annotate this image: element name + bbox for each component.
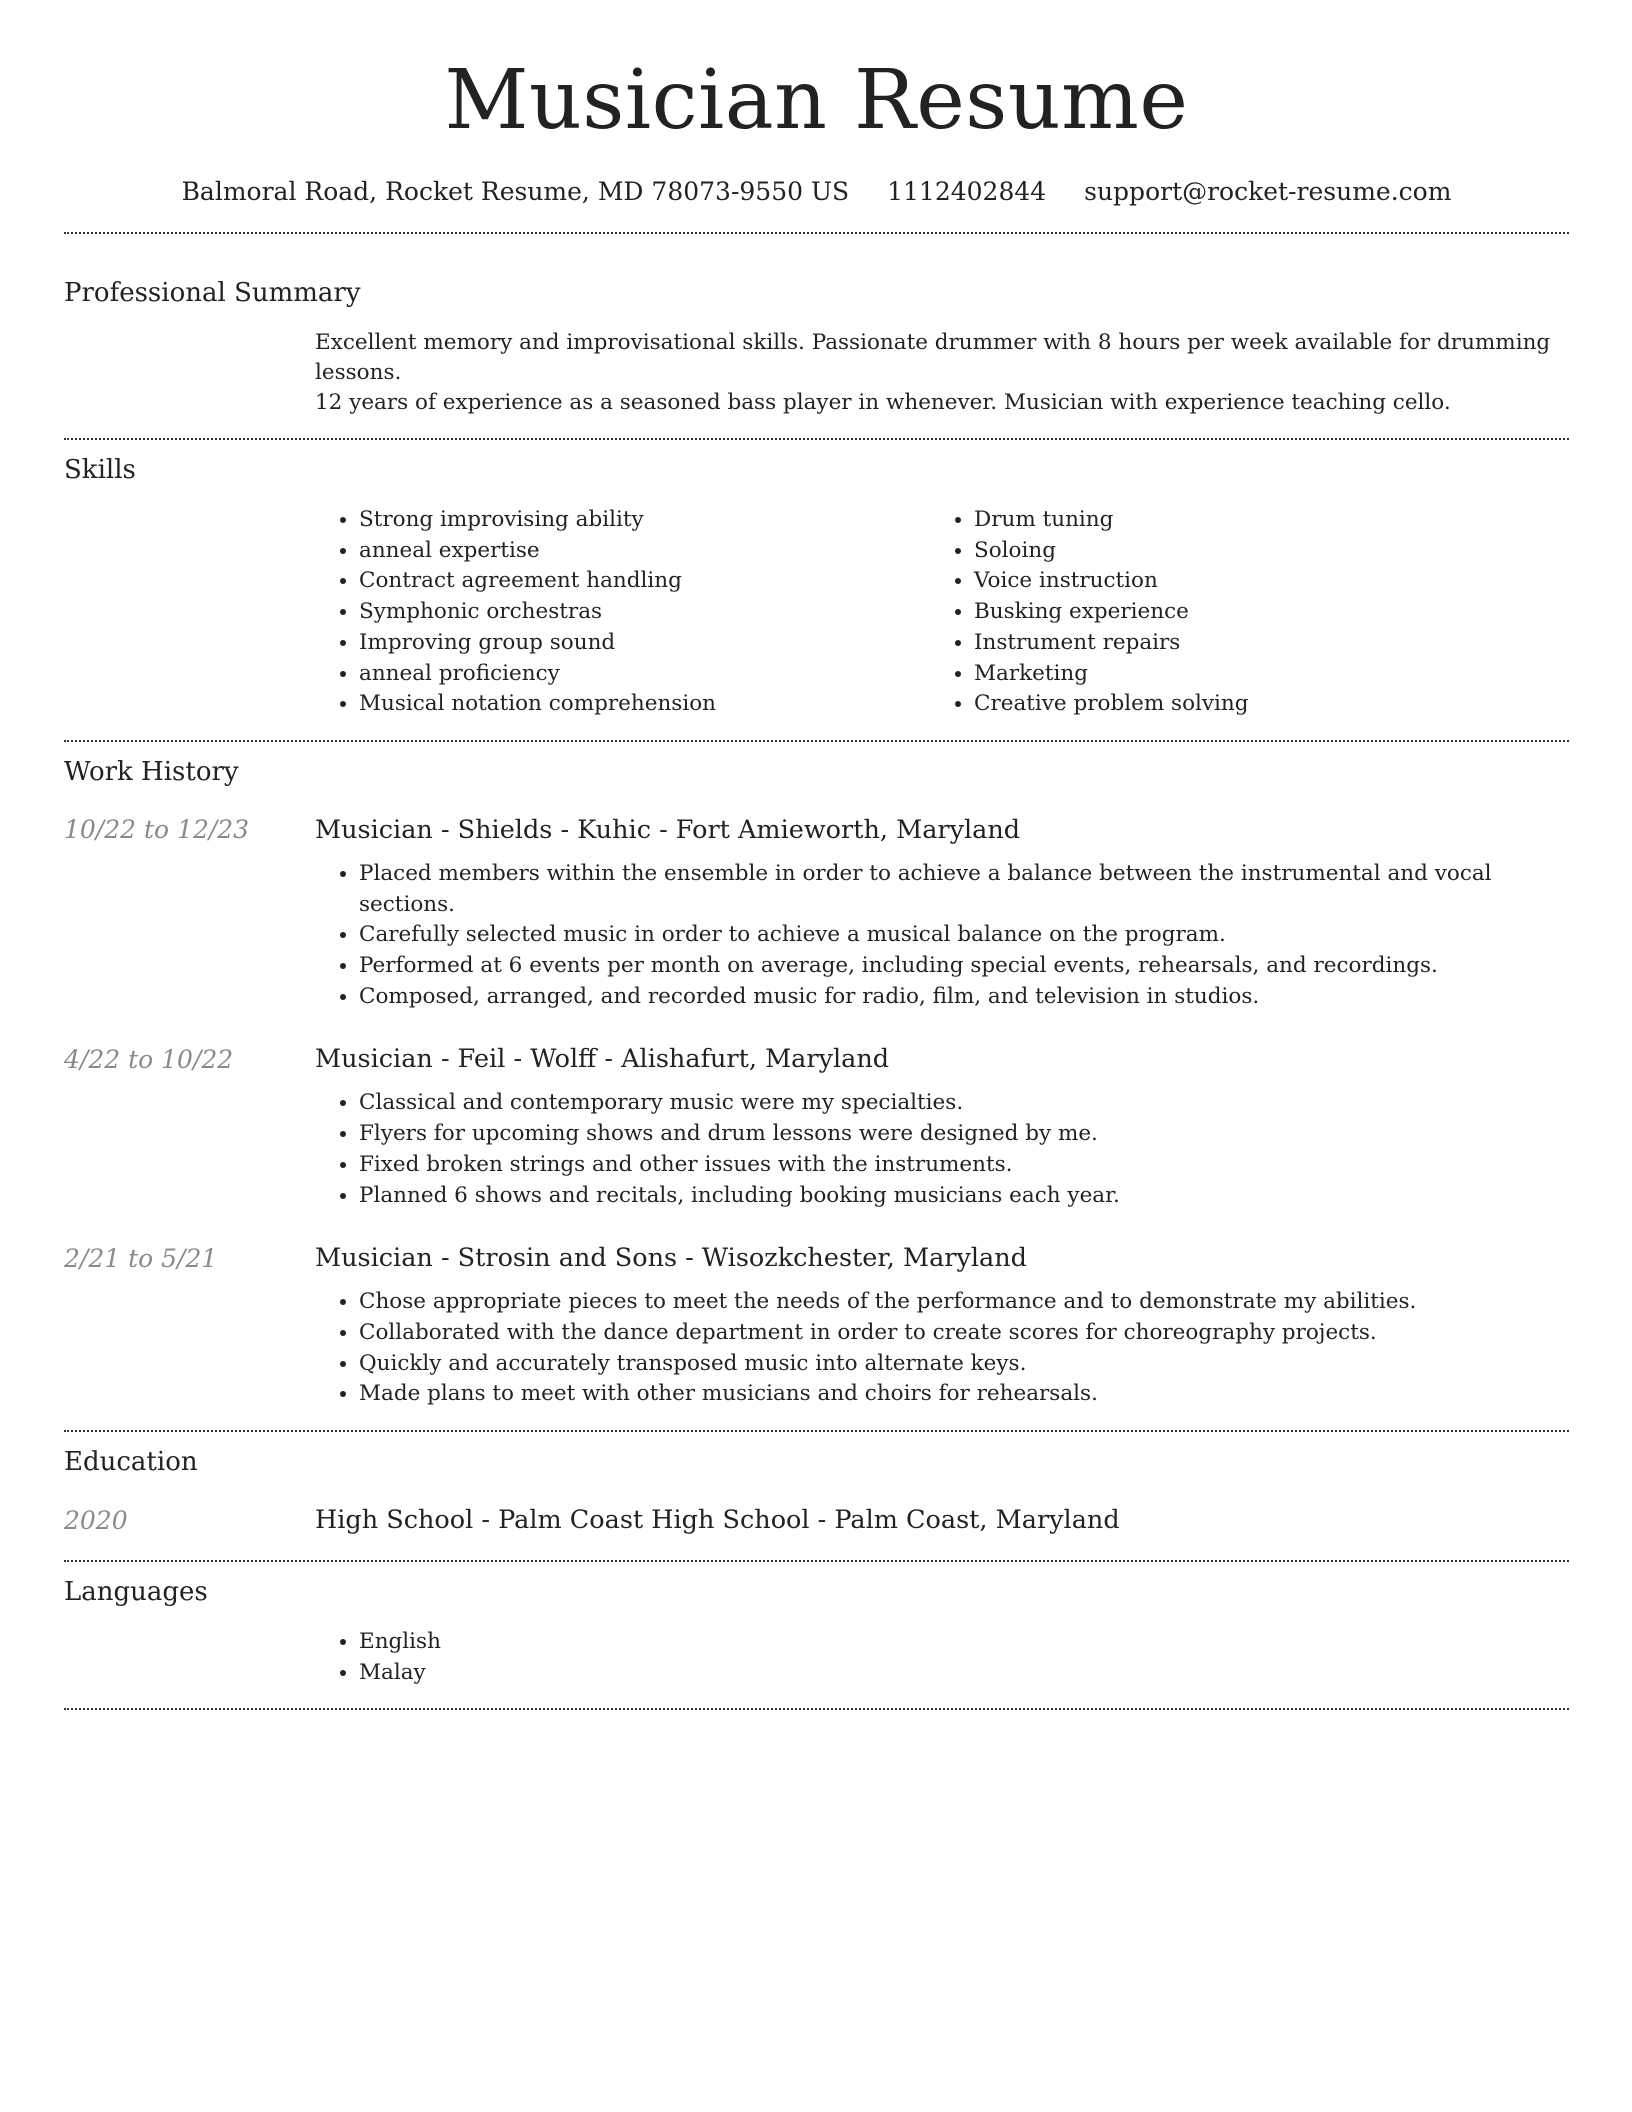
job-title: Musician - Shields - Kuhic - Fort Amieworth, Maryland [315, 814, 1021, 845]
summary-line: 12 years of experience as a seasoned bass player in whenever. Musician with experience teaching cello. [315, 390, 1451, 415]
education-entry [64, 1500, 1569, 1540]
skill-item: • Creative problem solving [974, 689, 1545, 720]
section-heading-skills: Skills [64, 455, 136, 485]
divider [64, 1708, 1569, 1710]
contact-email: support@rocket-resume.com [1084, 177, 1452, 206]
education-title: High School - Palm Coast High School - Palm Coast, Maryland [315, 1505, 1120, 1536]
resume-page [64, 0, 1569, 1710]
summary-line: Excellent memory and improvisational skills. Passionate drummer with 8 hours per week available for drumming lessons. [315, 330, 1551, 385]
skill-item: • Drum tuning [974, 505, 1545, 536]
skill-item: • Symphonic orchestras [359, 597, 930, 628]
contact-phone: 1112402844 [887, 177, 1047, 206]
skill-item: • Marketing [974, 659, 1545, 690]
job-bullet: • Planned 6 shows and recitals, including booking musicians each year. [359, 1181, 1569, 1212]
language-item: • Malay [359, 1658, 1569, 1689]
job-bullets [315, 859, 1569, 1013]
skill-item: • Musical notation comprehension [359, 689, 930, 720]
skill-item: • anneal proficiency [359, 659, 930, 690]
skills-list [930, 505, 1545, 720]
section-heading-languages: Languages [64, 1577, 208, 1608]
job-bullets [315, 1088, 1569, 1211]
job-title: Musician - Strosin and Sons - Wisozkchester, Maryland [315, 1243, 1027, 1274]
job-bullet: • Quickly and accurately transposed music into alternate keys. [359, 1349, 1569, 1380]
skill-item: • Instrument repairs [974, 628, 1545, 659]
job-entry [64, 810, 1569, 1013]
skills-column-right [930, 505, 1545, 720]
contact-line [64, 172, 1569, 212]
section-heading-summary: Professional Summary [64, 278, 361, 308]
divider [64, 438, 1569, 440]
skill-item: • Strong improvising ability [359, 505, 930, 536]
skill-item: • Voice instruction [974, 566, 1545, 597]
job-date: 2/21 to 5/21 [64, 1243, 218, 1273]
job-bullet: • Carefully selected music in order to achieve a musical balance on the program. [359, 920, 1569, 951]
job-bullet: • Chose appropriate pieces to meet the needs of the performance and to demonstrate my abilities. [359, 1287, 1569, 1318]
job-bullet: • Flyers for upcoming shows and drum lessons were designed by me. [359, 1119, 1569, 1150]
resume-title: Musician Resume [444, 53, 1189, 148]
divider [64, 1560, 1569, 1562]
job-bullet: • Fixed broken strings and other issues with the instruments. [359, 1150, 1569, 1181]
job-bullets [315, 1287, 1569, 1410]
skills-list [315, 505, 930, 720]
skill-item: • Busking experience [974, 597, 1545, 628]
job-title: Musician - Feil - Wolff - Alishafurt, Maryland [315, 1044, 890, 1075]
job-bullet: • Performed at 6 events per month on average, including special events, rehearsals, and recordings. [359, 951, 1569, 982]
job-bullet: • Made plans to meet with other musicians and choirs for rehearsals. [359, 1379, 1569, 1410]
skill-item: • anneal expertise [359, 536, 930, 567]
job-bullet: • Placed members within the ensemble in order to achieve a balance between the instrumental and vocal sections. [359, 859, 1569, 920]
contact-address: Balmoral Road, Rocket Resume, MD 78073-9550 US [181, 177, 850, 206]
summary-text [315, 328, 1569, 418]
section-heading-education: Education [64, 1447, 198, 1478]
job-bullet: • Collaborated with the dance department in order to create scores for choreography projects. [359, 1318, 1569, 1349]
job-bullet: • Classical and contemporary music were my specialties. [359, 1088, 1569, 1119]
skill-item: • Soloing [974, 536, 1545, 567]
divider [64, 1430, 1569, 1432]
skill-item: • Improving group sound [359, 628, 930, 659]
education-date: 2020 [64, 1505, 128, 1535]
skills-column-left [315, 505, 930, 720]
job-date: 4/22 to 10/22 [64, 1044, 234, 1074]
divider [64, 232, 1569, 234]
section-heading-work: Work History [64, 756, 239, 787]
divider [64, 740, 1569, 742]
job-bullet: • Composed, arranged, and recorded music for radio, film, and television in studios. [359, 982, 1569, 1013]
job-entry [64, 1039, 1569, 1211]
skill-item: • Contract agreement handling [359, 566, 930, 597]
job-entry [64, 1238, 1569, 1410]
languages-list [315, 1627, 1569, 1688]
job-date: 10/22 to 12/23 [64, 815, 250, 845]
skills-grid [315, 505, 1569, 720]
language-item: • English [359, 1627, 1569, 1658]
